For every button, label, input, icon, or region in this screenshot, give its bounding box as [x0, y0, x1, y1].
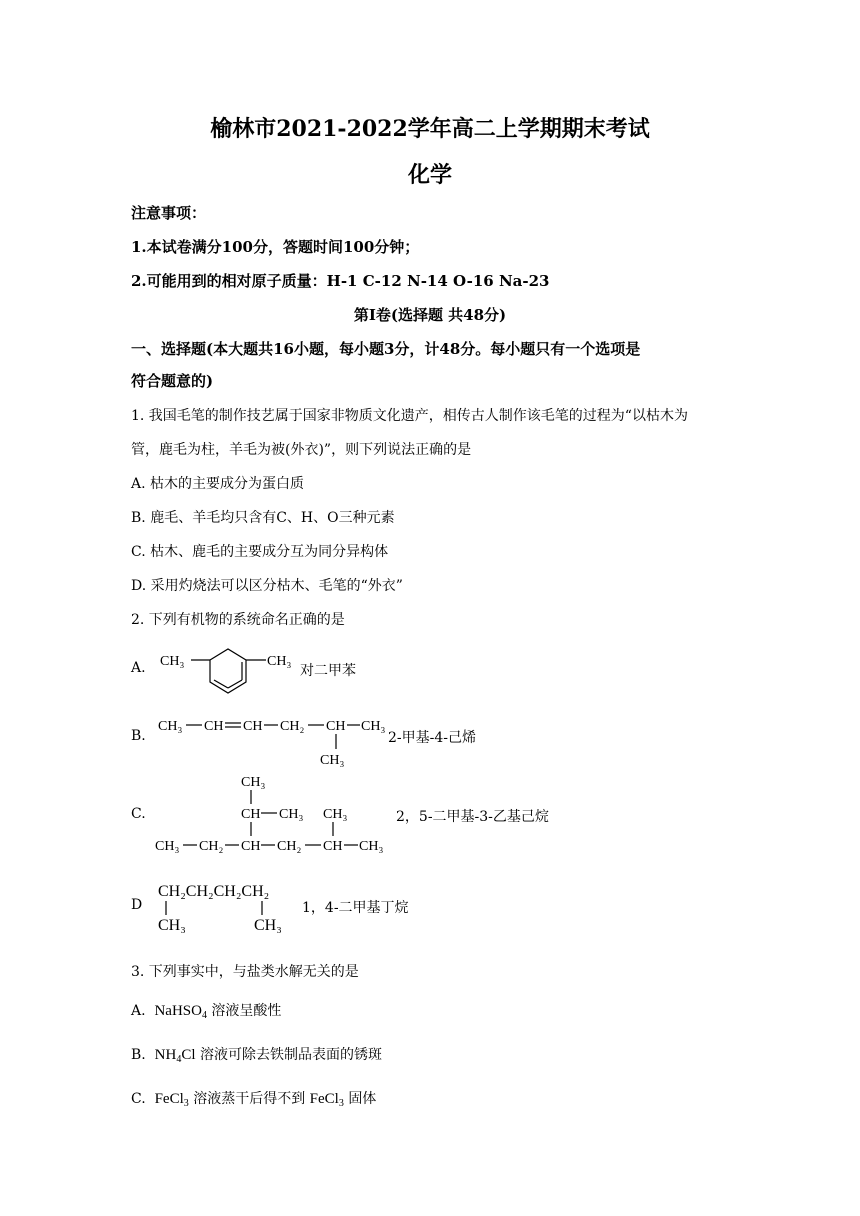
- q2-d-ch3-left: CH₃: [158, 917, 186, 934]
- q3-option-a-letter: A.: [131, 1003, 146, 1019]
- q2-b-c6: CH₃: [361, 719, 386, 734]
- q2-option-d-letter: D: [131, 897, 143, 913]
- q2-b-c1: CH₃: [158, 719, 183, 734]
- q2-option-b-letter: B.: [131, 728, 146, 744]
- q2-c-c4: CH₂: [277, 839, 302, 854]
- q3-option-c: [131, 1088, 376, 1108]
- q2-c-c2: CH₂: [199, 839, 224, 854]
- q3-c-formula-sub: 3: [183, 1098, 189, 1109]
- q3-a-formula-main: NaHSO: [154, 1003, 202, 1019]
- q2-option-c-letter: C.: [131, 806, 146, 822]
- q3-c-formula-b-sub: 3: [338, 1098, 344, 1109]
- notice-heading: 注意事项：: [131, 204, 207, 222]
- q2-c-upper-ch: CH: [241, 807, 261, 822]
- q2-a-ch3-right: CH₃: [267, 654, 292, 669]
- q2-option-b-structure: [158, 712, 388, 770]
- q2-b-c3: CH: [243, 719, 263, 734]
- q3-option-c-formula-b: [310, 1091, 344, 1107]
- part-one-heading-line2: 符合题意的): [131, 372, 214, 390]
- q3-option-b-text: 溶液可除去铁制品表面的锈斑: [199, 1047, 382, 1063]
- q2-c-upper-ch3: CH₃: [279, 807, 304, 822]
- q3-option-c-text2: 固体: [348, 1091, 377, 1107]
- q2-c-c5: CH: [323, 839, 343, 854]
- q1-option-b: B. 鹿毛、羊毛均只含有C、H、O三种元素: [131, 510, 395, 526]
- exam-subject: 化学: [407, 162, 452, 188]
- q1-option-d: D. 采用灼烧法可以区分枯木、毛笔的“外衣”: [131, 578, 403, 594]
- q3-stem: 3. 下列事实中，与盐类水解无关的是: [131, 964, 359, 980]
- q2-option-c-name: 2，5-二甲基-3-乙基己烷: [396, 809, 549, 825]
- q2-c-c3: CH: [241, 839, 261, 854]
- part-one-heading-line1: 一、选择题(本大题共16小题，每小题3分，计48分。每小题只有一个选项是: [131, 340, 641, 358]
- q2-b-c4: CH₂: [280, 719, 305, 734]
- q3-option-a: [131, 1000, 281, 1020]
- q3-option-c-letter: C.: [131, 1091, 146, 1107]
- q3-option-c-text: 溶液蒸干后得不到: [193, 1091, 306, 1107]
- q2-option-d-name: 1，4-二甲基丁烷: [302, 900, 409, 916]
- q1-option-a: A. 枯木的主要成分为蛋白质: [131, 476, 305, 492]
- q3-a-formula-sub: 4: [201, 1010, 207, 1021]
- q2-c-c6: CH₃: [359, 839, 384, 854]
- q2-b-branch: CH₃: [320, 753, 345, 768]
- section-title: 第I卷(选择题 共48分): [353, 306, 507, 324]
- q3-option-b-letter: B.: [131, 1047, 146, 1063]
- q2-option-a-name: 对二甲苯: [300, 663, 356, 679]
- q2-c-right-ch3: CH₃: [323, 807, 348, 822]
- q3-c-formula-b-main: FeCl: [309, 1091, 339, 1107]
- q1-stem-line2: 管，鹿毛为柱，羊毛为被(外衣)”，则下列说法正确的是: [131, 442, 472, 458]
- q3-b-formula-main: NH: [154, 1047, 177, 1063]
- q2-b-c5: CH: [326, 719, 346, 734]
- q3-b-formula-sub: 4: [176, 1054, 182, 1065]
- q3-option-c-formula: [155, 1091, 189, 1107]
- q2-stem: 2. 下列有机物的系统命名正确的是: [131, 612, 345, 628]
- notice-item-2: 2.可能用到的相对原子质量：H-1 C-12 N-14 O-16 Na-23: [131, 272, 550, 290]
- q3-option-b-formula: [155, 1047, 196, 1063]
- q3-c-formula-main: FeCl: [154, 1091, 184, 1107]
- q2-d-chain: CH₂CH₂CH₂CH₂: [158, 883, 270, 900]
- q3-b-formula-tail: Cl: [181, 1047, 196, 1063]
- q2-c-top-ch3: CH₃: [241, 775, 266, 790]
- q2-option-a-letter: A.: [131, 660, 146, 676]
- q3-option-a-formula: [154, 1003, 207, 1019]
- notice-item-1: 1.本试卷满分100分，答题时间100分钟；: [131, 238, 420, 256]
- q2-option-b-name: 2-甲基-4-己烯: [388, 730, 477, 746]
- q1-option-c: C. 枯木、鹿毛的主要成分互为同分异构体: [131, 544, 389, 560]
- q1-stem-line1: 1. 我国毛笔的制作技艺属于国家非物质文化遗产，相传古人制作该毛笔的过程为“以枯木为: [131, 408, 688, 424]
- q3-option-a-text: 溶液呈酸性: [211, 1003, 282, 1019]
- q2-c-c1: CH₃: [155, 839, 180, 854]
- exam-title: 榆林市2021-2022学年高二上学期期末考试: [210, 116, 650, 142]
- q2-option-c-structure: [155, 770, 395, 862]
- q2-option-a-structure: [158, 640, 308, 710]
- q2-d-ch3-right: CH₃: [254, 917, 282, 934]
- q2-b-c2: CH: [204, 719, 224, 734]
- q2-a-ch3-left: CH₃: [160, 654, 185, 669]
- q2-option-d-structure: [158, 876, 298, 938]
- q3-option-b: [131, 1044, 382, 1064]
